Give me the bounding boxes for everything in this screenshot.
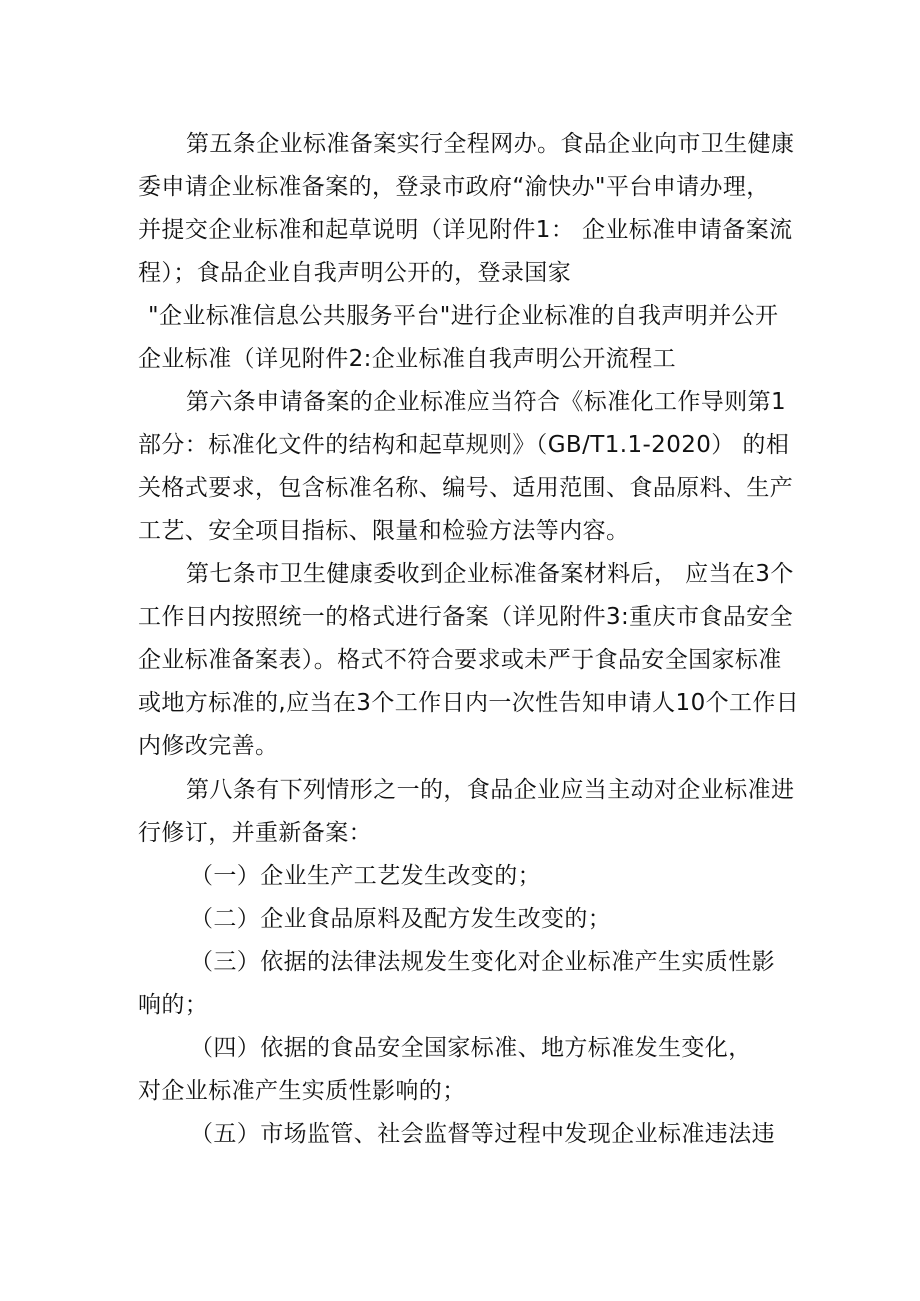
item-2: （二）企业食品原料及配方发生改变的； [190, 906, 612, 932]
article-8-line-2: 行修订，并重新备案： [138, 820, 372, 846]
article-8-line-1: 第八条有下列情形之一的，食品企业应当主动对企业标准进 [186, 777, 795, 803]
item-4-line-1: （四）依据的食品安全国家标准、地方标准发生变化， [190, 1035, 752, 1061]
item-1: （一）企业生产工艺发生改变的； [190, 863, 541, 889]
item-3-line-2: 响的； [138, 992, 209, 1018]
article-7-line-2: 工作日内按照统一的格式进行备案（详见附件3:重庆市食品安全 [138, 604, 793, 630]
item-5-line-1: （五）市场监管、社会监督等过程中发现企业标准违法违 [190, 1121, 775, 1147]
article-5-line-2: 委申请企业标准备案的，登录市政府“渝快办"平台申请办理， [138, 174, 770, 200]
item-3-line-1: （三）依据的法律法规发生变化对企业标准产生实质性影 [190, 949, 775, 975]
article-6-line-2: 部分：标准化文件的结构和起草规则》（GB/T1.1-2020） 的相 [138, 432, 790, 458]
article-7-line-1: 第七条市卫生健康委收到企业标准备案材料后， 应当在3个 [186, 561, 794, 587]
article-5-line-4: 程）；食品企业自我声明公开的，登录国家 [138, 260, 572, 286]
article-7-line-5: 内修改完善。 [138, 733, 279, 759]
article-5-line-1: 第五条企业标准备案实行全程网办。食品企业向市卫生健康 [186, 131, 795, 157]
article-6-line-1: 第六条申请备案的企业标准应当符合《标准化工作导则第1 [186, 389, 787, 415]
article-7-line-3: 企业标准备案表）。格式不符合要求或未严于食品安全国家标准 [138, 647, 782, 673]
item-4-line-2: 对企业标准产生实质性影响的； [138, 1078, 466, 1104]
article-6-line-3: 关格式要求，包含标准名称、编号、适用范围、食品原料、生产 [138, 475, 794, 501]
article-7-line-4: 或地方标准的,应当在3个工作日内一次性告知申请人10个工作日 [138, 690, 800, 716]
article-5-line-5: "企业标准信息公共服务平台"进行企业标准的自我声明并公开 [148, 303, 779, 329]
article-6-line-4: 工艺、安全项目指标、限量和检验方法等内容。 [138, 518, 630, 544]
article-5-line-3: 并提交企业标准和起草说明（详见附件1： 企业标准申请备案流 [138, 217, 793, 243]
article-5-line-6: 企业标准（详见附件2:企业标准自我声明公开流程工 [138, 346, 676, 372]
